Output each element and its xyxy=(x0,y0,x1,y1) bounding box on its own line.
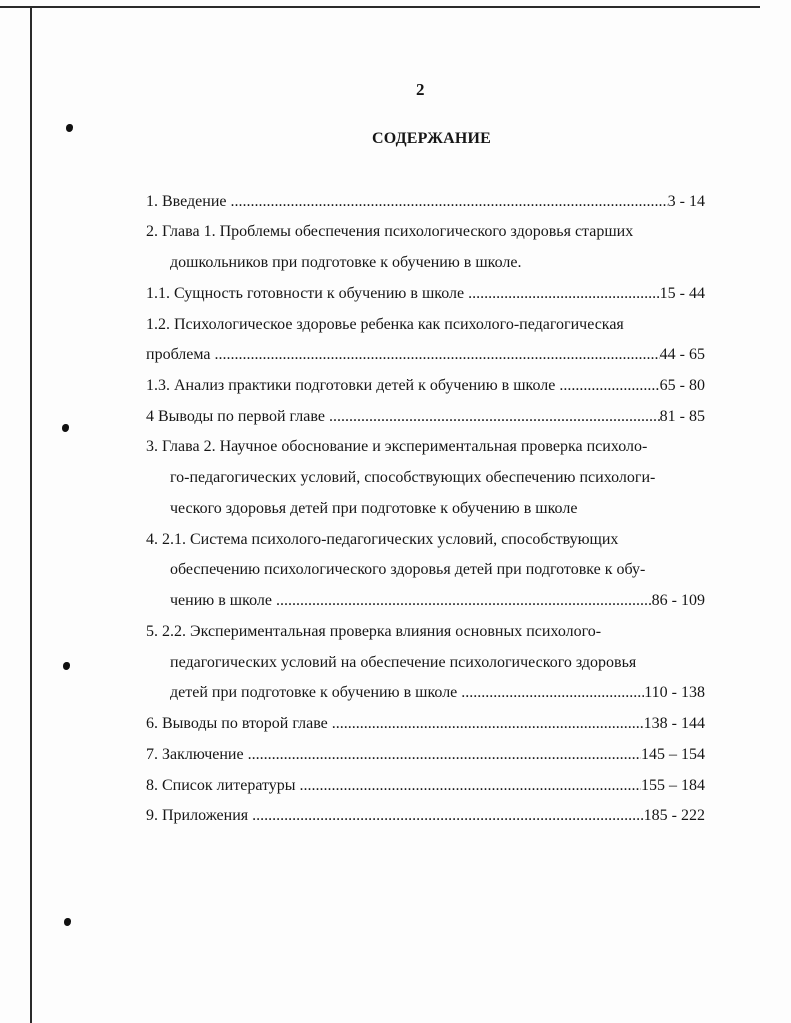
toc-page-range: 185 - 222 xyxy=(643,807,705,824)
toc-page-range: 65 - 80 xyxy=(659,377,705,394)
toc-entry-title: 9. Приложения ..... xyxy=(146,806,644,826)
toc-line xyxy=(146,745,705,765)
toc-page-range: 3 - 14 xyxy=(667,193,705,210)
toc-line xyxy=(170,560,645,580)
toc-line xyxy=(146,407,705,427)
toc-entry-title: 5. 2.2. Экспериментальная проверка влияния основных психолого- xyxy=(146,623,602,640)
toc-entry-title: чению в школе ..... xyxy=(170,591,652,611)
toc-line xyxy=(146,776,705,796)
toc-line xyxy=(170,253,522,273)
toc-entry-title: 3. Глава 2. Научное обоснование и экспериментальная проверка психоло- xyxy=(146,438,648,455)
toc-entry-title: 7. Заключение ..... xyxy=(146,745,641,765)
toc-entry-title: ческого здоровья детей при подготовке к обучению в школе xyxy=(170,500,578,517)
toc-line xyxy=(146,284,705,304)
toc-entry-title: 8. Список литературы ..... xyxy=(146,776,641,796)
toc-line xyxy=(146,376,705,396)
toc-entry-title: 4. 2.1. Система психолого-педагогических условий, способствующих xyxy=(146,531,619,548)
toc-page-range: 81 - 85 xyxy=(659,408,705,425)
punch-hole-mark xyxy=(64,918,71,926)
toc-line xyxy=(146,714,705,734)
toc-entry-title: 6. Выводы по второй главе ..... xyxy=(146,714,644,734)
toc-line xyxy=(170,653,636,673)
punch-hole-mark xyxy=(66,124,73,132)
toc-page-range: 138 - 144 xyxy=(643,715,705,732)
toc-page-range: 145 – 154 xyxy=(641,746,705,763)
toc-entry-title: дошкольников при подготовке к обучению в школе. xyxy=(170,254,522,271)
toc-entry-title: 1.3. Анализ практики подготовки детей к обучению в школе ..... xyxy=(146,376,660,396)
toc-line xyxy=(146,345,705,365)
toc-entry-title: 1.2. Психологическое здоровье ребенка как психолого-педагогическая xyxy=(146,316,624,333)
toc-line xyxy=(146,315,624,335)
punch-hole-mark xyxy=(62,424,69,432)
toc-entry-title: проблема ..... xyxy=(146,345,660,365)
toc-page-range: 44 - 65 xyxy=(659,346,705,363)
toc-page-range: 155 – 184 xyxy=(641,777,705,794)
toc-line xyxy=(170,468,655,488)
toc-page-range: 15 - 44 xyxy=(659,285,705,302)
scan-top-border xyxy=(0,6,760,8)
toc-line xyxy=(170,683,705,703)
toc-entry-title: 2. Глава 1. Проблемы обеспечения психологического здоровья старших xyxy=(146,223,634,240)
toc-entry-title: 4 Выводы по первой главе ..... xyxy=(146,407,660,427)
toc-line xyxy=(146,437,647,457)
toc-entry-title: 1. Введение ..... xyxy=(146,192,668,212)
toc-entry-title: педагогических условий на обеспечение психологического здоровья xyxy=(170,654,637,671)
toc-entry-title: обеспечению психологического здоровья детей при подготовке к обу- xyxy=(170,561,646,578)
toc-line xyxy=(146,530,618,550)
toc-line xyxy=(170,591,705,611)
toc-line xyxy=(146,222,633,242)
punch-hole-mark xyxy=(63,662,70,670)
toc-line xyxy=(146,192,705,212)
toc-line xyxy=(146,806,705,826)
toc-entry-title: го-педагогических условий, способствующих обеспечению психологи- xyxy=(170,469,656,486)
page-number: 2 xyxy=(416,80,425,99)
toc-line xyxy=(146,622,601,642)
toc-page-range: 86 - 109 xyxy=(651,592,705,609)
toc-entry-title: детей при подготовке к обучению в школе ..... xyxy=(170,683,644,703)
scan-left-border xyxy=(30,6,32,1023)
toc-entry-title: 1.1. Сущность готовности к обучению в школе ..... xyxy=(146,284,660,304)
toc-line xyxy=(170,499,577,519)
toc-page-range: 110 - 138 xyxy=(644,684,705,701)
page-title: СОДЕРЖАНИЕ xyxy=(372,130,492,147)
